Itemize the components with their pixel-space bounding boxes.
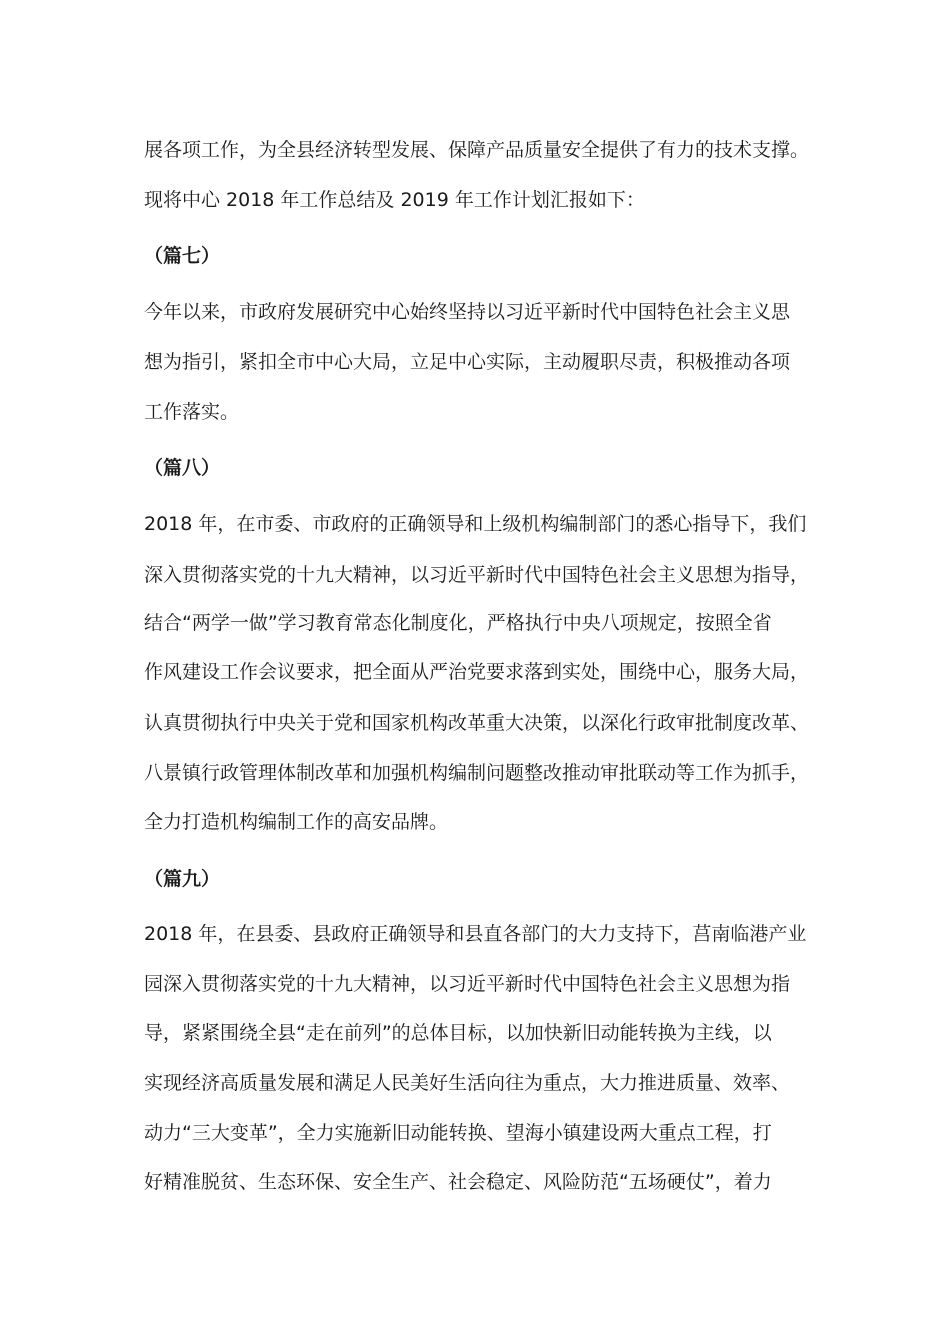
section-8-line-6: 八景镇行政管理体制改革和加强机构编制问题整改推动审批联动等工作为抓手， <box>144 762 810 784</box>
section-8-line-1: 2018 年，在市委、市政府的正确领导和上级机构编制部门的悉心指导下，我们 <box>144 513 807 535</box>
section-9-line-1: 2018 年，在县委、县政府正确领导和县直各部门的大力支持下，莒南临港产业 <box>144 923 807 945</box>
section-9-line-3: 导，紧紧围绕全县“走在前列”的总体目标，以加快新旧动能转换为主线，以 <box>144 1022 772 1044</box>
section-9-heading: （篇九） <box>144 868 221 890</box>
section-9-line-5: 动力“三大变革”，全力实施新旧动能转换、望海小镇建设两大重点工程，打 <box>144 1122 772 1144</box>
section-7-line-1: 今年以来，市政府发展研究中心始终坚持以习近平新时代中国特色社会主义思 <box>144 301 791 323</box>
section-7-heading: （篇七） <box>144 245 221 267</box>
section-9-line-6: 好精准脱贫、生态环保、安全生产、社会稳定、风险防范“五场硬仗”，着力 <box>144 1171 772 1193</box>
section-7-line-2: 想为指引，紧扣全市中心大局，立足中心实际，主动履职尽责，积极推动各项 <box>144 351 791 373</box>
section-9-line-2: 园深入贯彻落实党的十九大精神，以习近平新时代中国特色社会主义思想为指 <box>144 973 791 995</box>
intro-line-2: 现将中心 2018 年工作总结及 2019 年工作计划汇报如下： <box>144 189 645 211</box>
section-8-heading: （篇八） <box>144 457 221 479</box>
section-8-line-4: 作风建设工作会议要求，把全面从严治党要求落到实处，围绕中心，服务大局， <box>144 661 810 683</box>
section-7-line-3: 工作落实。 <box>144 401 240 423</box>
section-9-line-4: 实现经济高质量发展和满足人民美好生活向往为重点，大力推进质量、效率、 <box>144 1072 791 1094</box>
section-8-line-5: 认真贯彻执行中央关于党和国家机构改革重大决策，以深化行政审批制度改革、 <box>144 712 810 734</box>
section-8-line-7: 全力打造机构编制工作的高安品牌。 <box>144 811 449 833</box>
section-8-line-2: 深入贯彻落实党的十九大精神，以习近平新时代中国特色社会主义思想为指导， <box>144 564 810 586</box>
section-8-line-3: 结合“两学一做”学习教育常态化制度化，严格执行中央八项规定，按照全省 <box>144 612 772 634</box>
intro-line-1: 展各项工作，为全县经济转型发展、保障产品质量安全提供了有力的技术支撑。 <box>144 139 810 161</box>
